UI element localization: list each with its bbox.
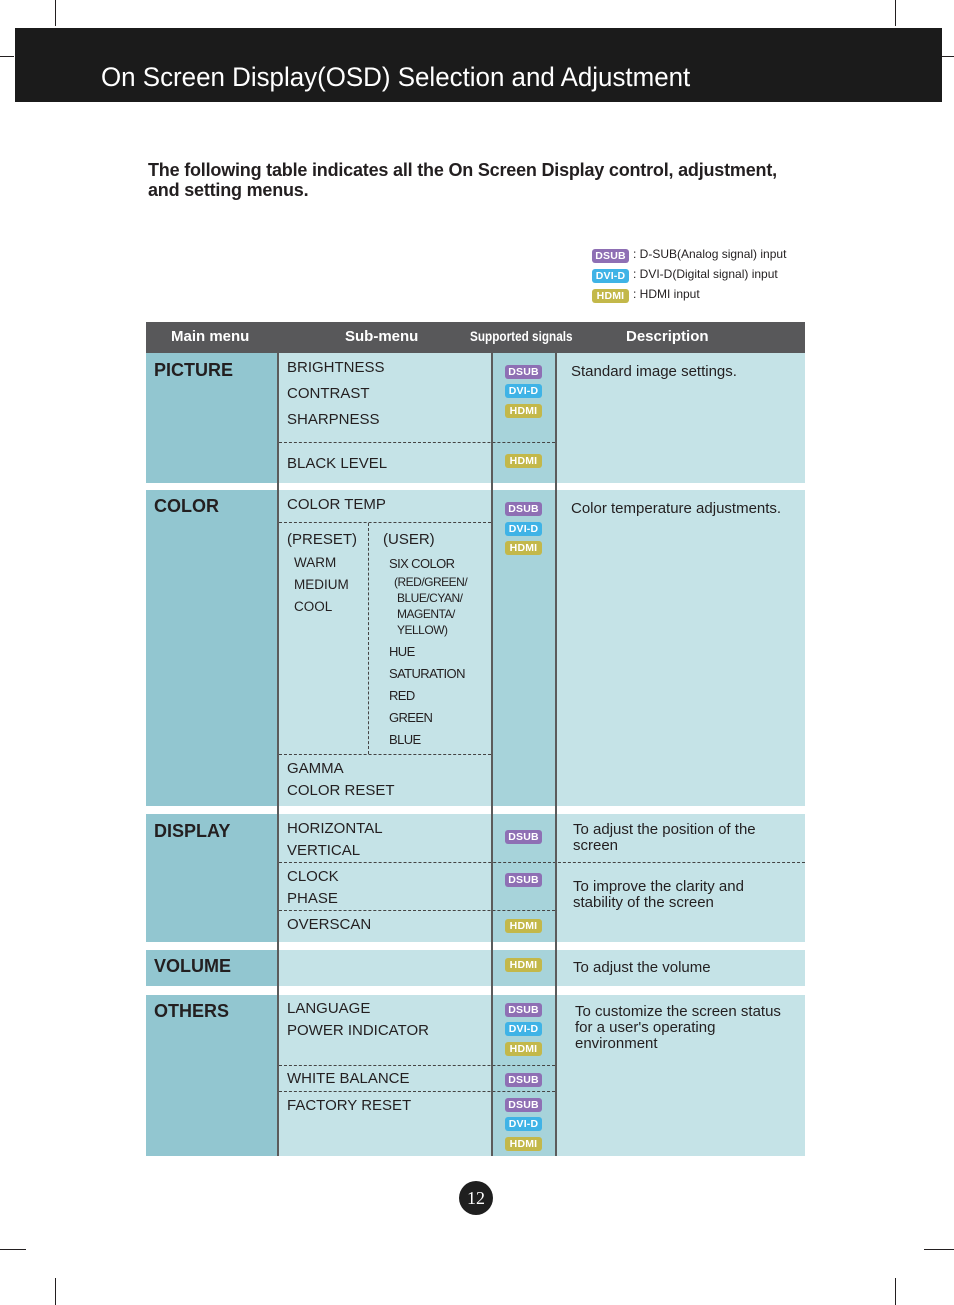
submenu-item: COLOR RESET xyxy=(287,782,395,799)
row-divider xyxy=(279,1065,555,1066)
row-divider xyxy=(279,862,805,863)
header-supported-signals: Supported signals xyxy=(470,328,573,344)
dsub-badge: DSUB xyxy=(505,1003,542,1017)
dsub-badge: DSUB xyxy=(505,502,542,516)
row-divider xyxy=(279,522,491,523)
preset-item: MEDIUM xyxy=(294,577,349,592)
submenu-item: CONTRAST xyxy=(287,385,370,402)
crop-mark xyxy=(55,1278,56,1305)
description: To improve the clarity and stability of the screen xyxy=(573,878,744,911)
hdmi-badge: HDMI xyxy=(505,958,542,972)
submenu-item: OVERSCAN xyxy=(287,916,372,933)
crop-mark xyxy=(895,1278,896,1305)
description: To adjust the position of the screen xyxy=(573,821,756,854)
page-title: On Screen Display(OSD) Selection and Adjustment xyxy=(101,62,691,92)
dvid-badge: DVI-D xyxy=(505,1022,542,1036)
dvid-badge: DVI-D xyxy=(505,1117,542,1131)
user-item: SATURATION xyxy=(389,666,465,681)
hdmi-badge: HDMI xyxy=(505,454,542,468)
dsub-badge: DSUB xyxy=(592,249,629,263)
user-item-sub: (RED/GREEN/ xyxy=(394,575,468,589)
preset-item: WARM xyxy=(294,555,337,570)
submenu-item: PHASE xyxy=(287,890,338,907)
submenu-item: VERTICAL xyxy=(287,842,361,859)
description: To adjust the volume xyxy=(573,959,711,976)
header-sub-menu: Sub-menu xyxy=(345,328,419,345)
submenu-item: LANGUAGE xyxy=(287,1000,371,1017)
description: Color temperature adjustments. xyxy=(571,500,782,517)
submenu-item: HORIZONTAL xyxy=(287,820,383,837)
description: To customize the screen status for a user's operating environment xyxy=(575,1003,781,1052)
dsub-badge: DSUB xyxy=(505,1098,542,1112)
intro-text: The following table indicates all the On Screen Display control, adjustment, and setting menus. xyxy=(148,160,777,200)
column-divider xyxy=(277,353,279,1156)
dsub-badge: DSUB xyxy=(505,830,542,844)
user-item: HUE xyxy=(389,644,415,659)
main-menu-picture: PICTURE xyxy=(154,360,234,380)
submenu-item: COLOR TEMP xyxy=(287,496,386,513)
sub-cell xyxy=(279,950,491,986)
dsub-badge: DSUB xyxy=(505,1073,542,1087)
preset-item: COOL xyxy=(294,599,333,614)
crop-mark xyxy=(942,56,954,57)
hdmi-badge: HDMI xyxy=(505,919,542,933)
user-title: (USER) xyxy=(383,531,435,548)
row-divider xyxy=(279,754,491,755)
desc-cell xyxy=(557,490,805,806)
user-item: GREEN xyxy=(389,710,433,725)
column-divider xyxy=(491,353,493,1156)
legend-dvid-text: : DVI-D(Digital signal) input xyxy=(633,267,778,281)
hdmi-badge: HDMI xyxy=(505,1042,542,1056)
description: Standard image settings. xyxy=(571,363,737,380)
crop-mark xyxy=(924,1249,954,1250)
hdmi-badge: HDMI xyxy=(505,404,542,418)
header-main-menu: Main menu xyxy=(171,328,250,345)
dvid-badge: DVI-D xyxy=(592,269,629,283)
dvid-badge: DVI-D xyxy=(505,522,542,536)
submenu-item: SHARPNESS xyxy=(287,411,380,428)
submenu-item: BRIGHTNESS xyxy=(287,359,385,376)
header-description: Description xyxy=(626,328,709,345)
submenu-item: WHITE BALANCE xyxy=(287,1070,410,1087)
user-item-sub: BLUE/CYAN/ xyxy=(397,591,463,605)
legend-hdmi-text: : HDMI input xyxy=(633,287,700,301)
submenu-item: POWER INDICATOR xyxy=(287,1022,429,1039)
table-header xyxy=(146,322,805,353)
row-divider xyxy=(279,1091,555,1092)
page-number: 12 xyxy=(459,1181,493,1215)
submenu-item: CLOCK xyxy=(287,868,339,885)
row-divider xyxy=(279,910,555,911)
crop-mark xyxy=(0,1249,26,1250)
hdmi-badge: HDMI xyxy=(592,289,629,303)
main-menu-volume: VOLUME xyxy=(154,956,232,976)
user-item: BLUE xyxy=(389,732,421,747)
crop-mark xyxy=(0,56,14,57)
main-menu-color: COLOR xyxy=(154,496,219,516)
dsub-badge: DSUB xyxy=(505,873,542,887)
hdmi-badge: HDMI xyxy=(505,1137,542,1151)
user-item: RED xyxy=(389,688,415,703)
row-divider xyxy=(279,442,555,443)
preset-title: (PRESET) xyxy=(287,531,358,548)
user-item-sub: MAGENTA/ xyxy=(397,607,455,621)
signals-cell xyxy=(493,490,555,806)
submenu-item: FACTORY RESET xyxy=(287,1097,412,1114)
column-divider xyxy=(368,523,369,754)
crop-mark xyxy=(895,0,896,26)
legend-dsub-text: : D-SUB(Analog signal) input xyxy=(633,247,787,261)
submenu-item: GAMMA xyxy=(287,760,344,777)
main-menu-display: DISPLAY xyxy=(154,821,231,841)
dsub-badge: DSUB xyxy=(505,365,542,379)
column-divider xyxy=(555,353,557,1156)
user-item-sub: YELLOW) xyxy=(397,623,448,637)
user-item: SIX COLOR xyxy=(389,556,455,571)
crop-mark xyxy=(55,0,56,26)
main-menu-others: OTHERS xyxy=(154,1001,230,1021)
submenu-item: BLACK LEVEL xyxy=(287,455,388,472)
hdmi-badge: HDMI xyxy=(505,541,542,555)
main-cell xyxy=(146,490,277,806)
dvid-badge: DVI-D xyxy=(505,384,542,398)
